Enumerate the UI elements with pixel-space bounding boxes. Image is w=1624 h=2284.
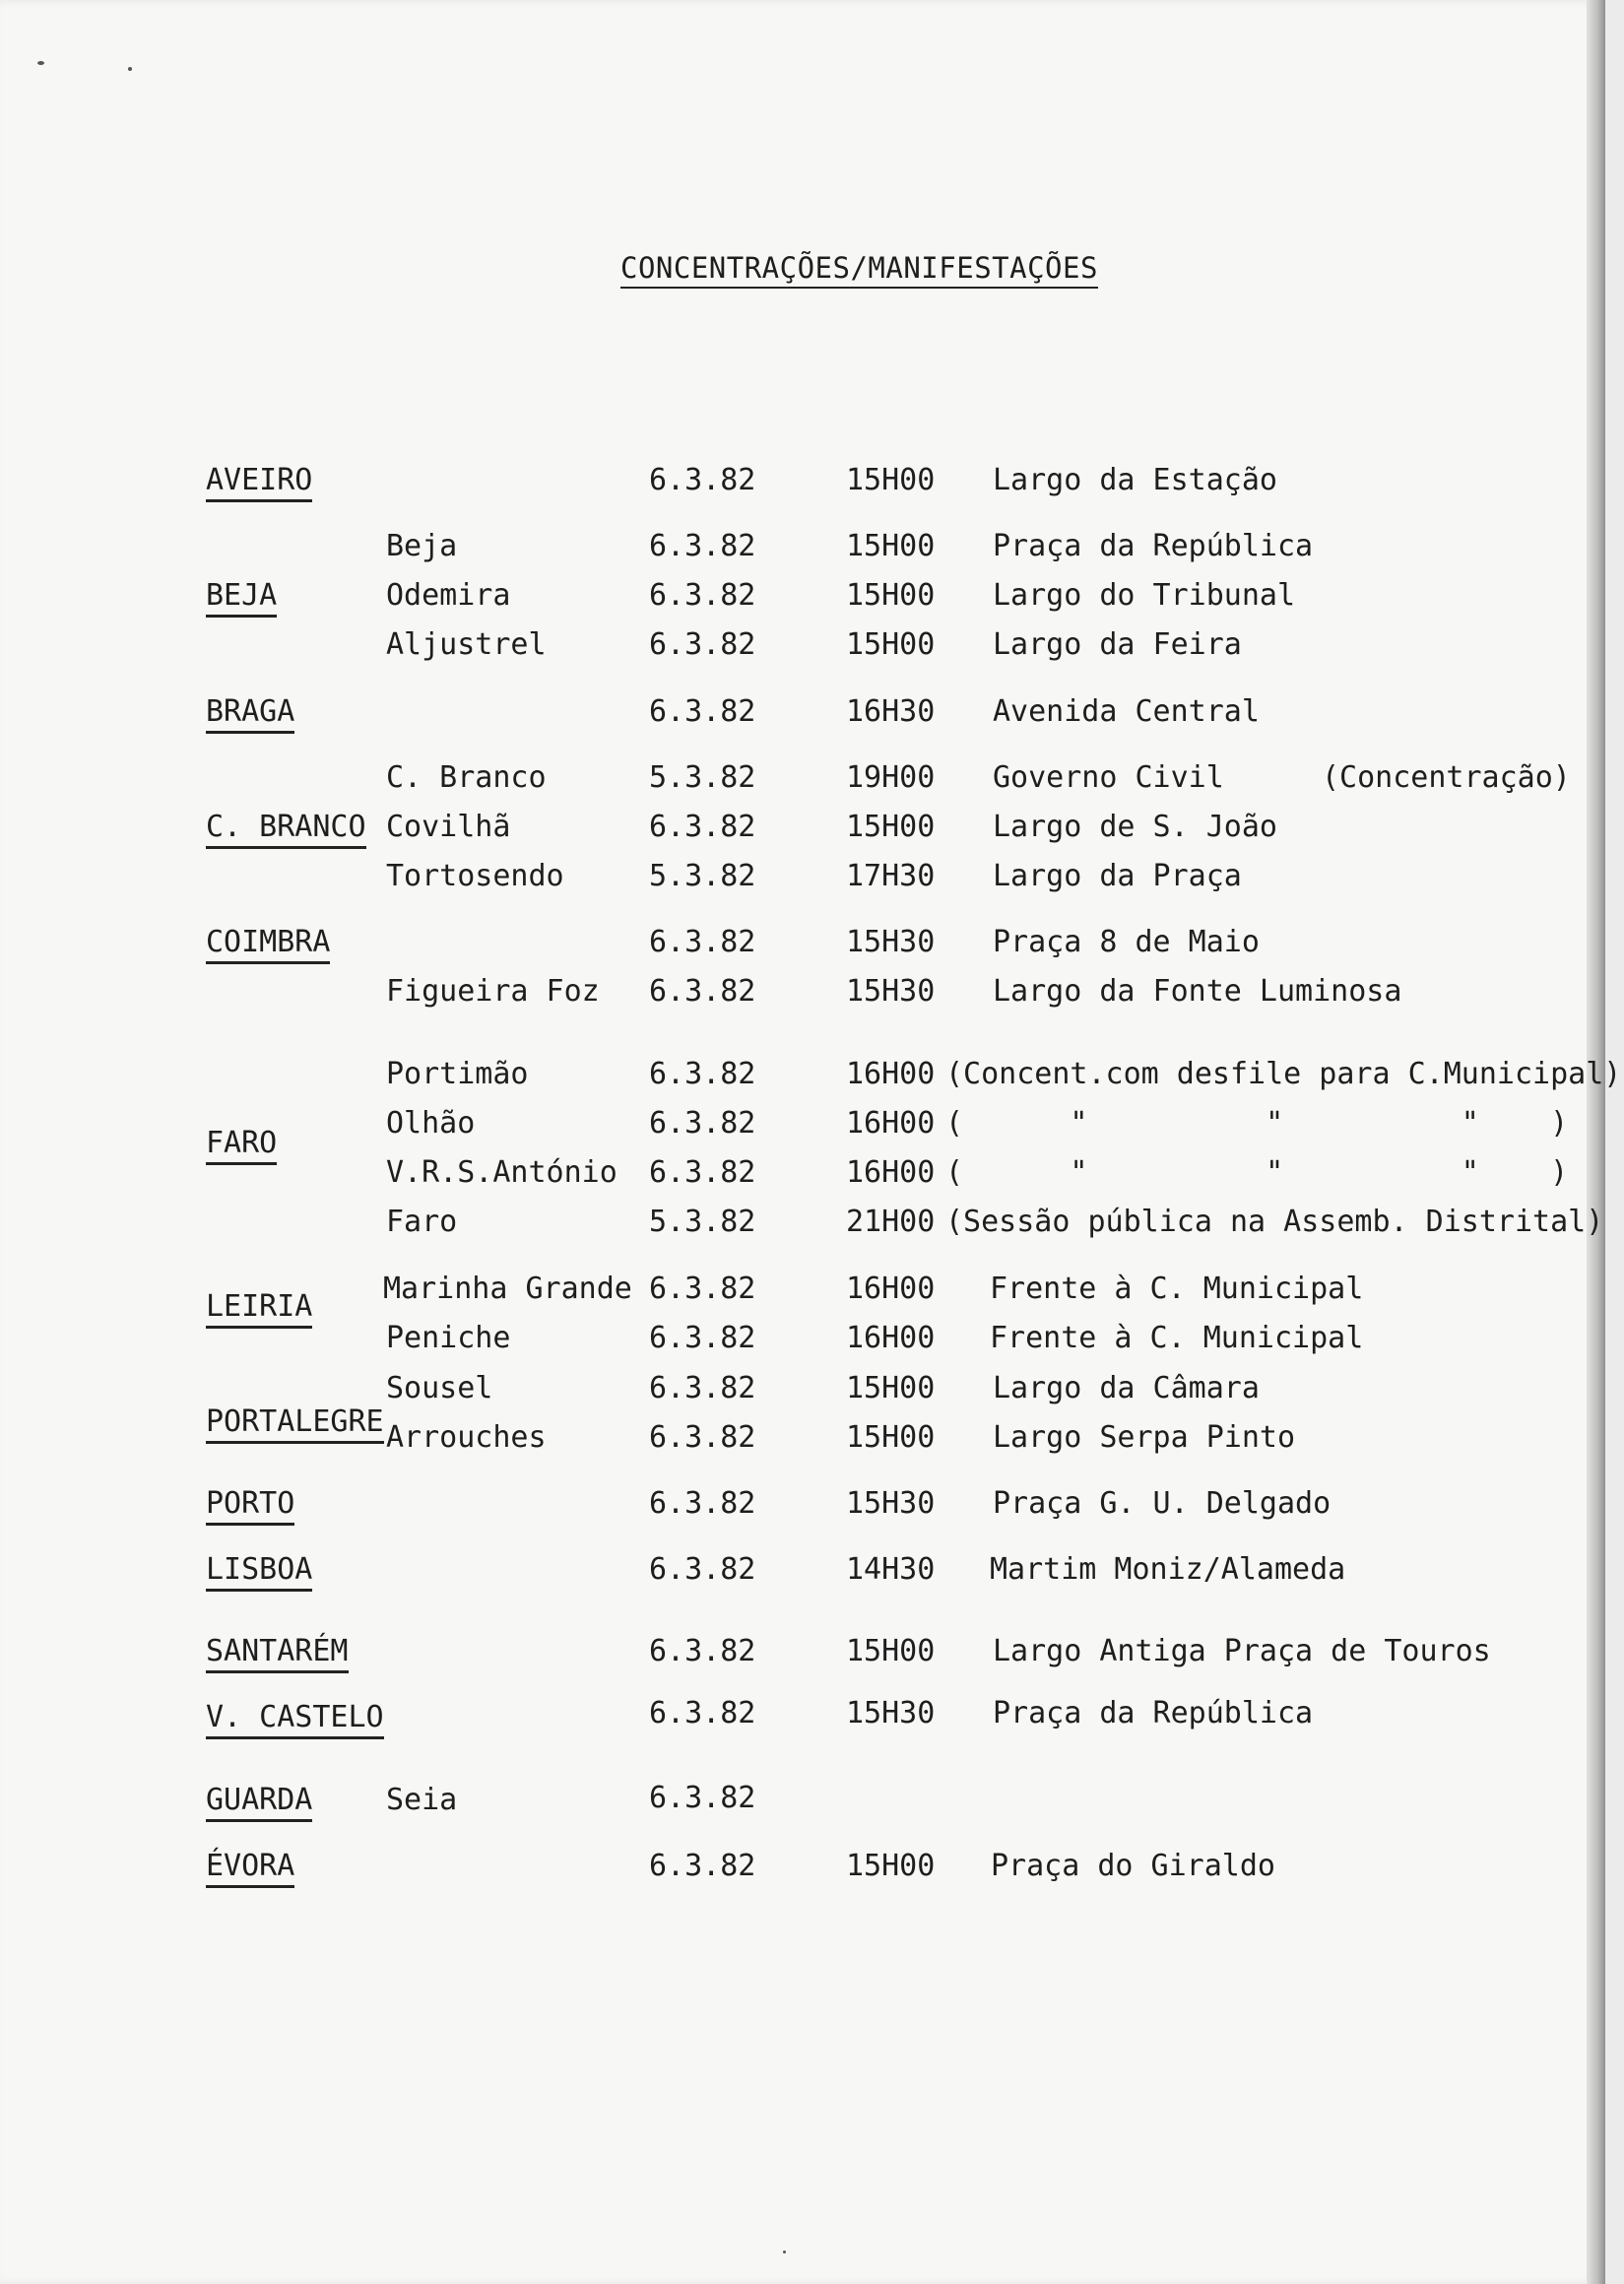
- row-date: 6.3.82: [649, 1552, 756, 1587]
- row-local: Olhão: [386, 1106, 476, 1141]
- row-time: 15H00: [846, 1371, 936, 1405]
- district-porto: PORTO: [206, 1486, 294, 1526]
- row-time: 15H00: [846, 627, 936, 662]
- row-date: 6.3.82: [649, 1696, 756, 1730]
- ink-speck: [128, 67, 132, 71]
- row-place: (Concent.com desfile para C.Municipal): [945, 1057, 1622, 1091]
- district-aveiro: AVEIRO: [206, 463, 312, 502]
- row-date: 6.3.82: [649, 810, 756, 844]
- district-portalegre: PORTALEGRE: [206, 1404, 384, 1444]
- row-time: 15H00: [846, 810, 936, 844]
- row-place: Largo da Câmara: [993, 1371, 1260, 1405]
- district-coimbra: COIMBRA: [206, 925, 330, 964]
- row-place: Largo de S. João: [993, 810, 1277, 844]
- row-time: 15H30: [846, 974, 936, 1009]
- row-place: Largo Serpa Pinto: [993, 1420, 1296, 1455]
- row-place: Avenida Central: [993, 694, 1260, 729]
- district-faro: FARO: [206, 1126, 277, 1165]
- row-time: 16H00: [846, 1155, 936, 1190]
- row-local: Figueira Foz: [386, 974, 600, 1009]
- row-place: ( " " " ): [945, 1155, 1569, 1190]
- district-c-branco: C. BRANCO: [206, 810, 366, 849]
- row-date: 6.3.82: [649, 1272, 756, 1306]
- row-date: 6.3.82: [649, 1634, 756, 1668]
- row-time: 15H30: [846, 925, 936, 959]
- row-local: Marinha Grande: [383, 1272, 632, 1306]
- row-date: 6.3.82: [649, 529, 756, 563]
- row-local: Faro: [386, 1205, 458, 1239]
- row-place: Praça da República: [993, 529, 1314, 563]
- row-date: 6.3.82: [649, 1106, 756, 1141]
- district-leiria: LEIRIA: [206, 1289, 312, 1329]
- row-place: ( " " " ): [945, 1106, 1569, 1141]
- row-place: Largo da Feira: [993, 627, 1242, 662]
- row-time: 16H00: [846, 1321, 936, 1355]
- row-place: Largo do Tribunal: [993, 578, 1296, 613]
- row-local: Beja: [386, 529, 458, 563]
- row-note: (Concentração): [1322, 760, 1571, 795]
- row-time: 16H30: [846, 694, 936, 729]
- row-date: 6.3.82: [649, 1781, 756, 1815]
- row-place: (Sessão pública na Assemb. Distrital): [945, 1205, 1604, 1239]
- row-date: 6.3.82: [649, 463, 756, 497]
- row-time: 19H00: [846, 760, 936, 795]
- row-date: 5.3.82: [649, 1205, 756, 1239]
- row-date: 5.3.82: [649, 859, 756, 893]
- row-time: 15H00: [846, 1634, 936, 1668]
- ink-speck: [37, 61, 44, 65]
- row-place: Martim Moniz/Alameda: [990, 1552, 1346, 1587]
- district-braga: BRAGA: [206, 694, 294, 734]
- row-local: V.R.S.António: [386, 1155, 617, 1190]
- row-time: 15H30: [846, 1696, 936, 1730]
- row-date: 6.3.82: [649, 1371, 756, 1405]
- row-place: Largo Antiga Praça de Touros: [993, 1634, 1491, 1668]
- district-v-castelo: V. CASTELO: [206, 1700, 384, 1739]
- row-time: 15H00: [846, 1420, 936, 1455]
- row-local: Peniche: [386, 1321, 511, 1355]
- row-local: Sousel: [386, 1371, 493, 1405]
- row-time: 16H00: [846, 1272, 936, 1306]
- row-date: 6.3.82: [649, 925, 756, 959]
- row-date: 6.3.82: [649, 974, 756, 1009]
- row-place: Praça G. U. Delgado: [993, 1486, 1332, 1521]
- row-local: Aljustrel: [386, 627, 547, 662]
- row-place: Praça 8 de Maio: [993, 925, 1260, 959]
- row-time: 16H00: [846, 1057, 936, 1091]
- row-place: Praça da República: [993, 1696, 1314, 1730]
- row-local: C. Branco: [386, 760, 547, 795]
- ink-speck: [783, 2251, 786, 2253]
- row-place: Praça do Giraldo: [991, 1849, 1275, 1883]
- row-time: 15H00: [846, 1849, 936, 1883]
- district-evora: ÉVORA: [206, 1849, 294, 1888]
- row-time: 16H00: [846, 1106, 936, 1141]
- district-lisboa: LISBOA: [206, 1552, 312, 1592]
- row-place: Largo da Estação: [993, 463, 1277, 497]
- district-beja: BEJA: [206, 578, 277, 618]
- row-time: 15H00: [846, 529, 936, 563]
- row-date: 6.3.82: [649, 1155, 756, 1190]
- row-date: 6.3.82: [649, 1057, 756, 1091]
- row-place: Largo da Praça: [993, 859, 1242, 893]
- row-date: 6.3.82: [649, 694, 756, 729]
- row-local: Tortosendo: [386, 859, 564, 893]
- row-local: Portimão: [386, 1057, 529, 1091]
- district-guarda: GUARDA: [206, 1783, 312, 1822]
- row-place: Largo da Fonte Luminosa: [993, 974, 1402, 1009]
- row-place: Frente à C. Municipal: [990, 1321, 1364, 1355]
- row-date: 6.3.82: [649, 1420, 756, 1455]
- row-local: Covilhã: [386, 810, 511, 844]
- district-santarem: SANTARÉM: [206, 1634, 349, 1673]
- row-date: 6.3.82: [649, 578, 756, 613]
- row-date: 6.3.82: [649, 1486, 756, 1521]
- row-date: 6.3.82: [649, 1849, 756, 1883]
- row-time: 21H00: [846, 1205, 936, 1239]
- row-time: 14H30: [846, 1552, 936, 1587]
- row-time: 15H30: [846, 1486, 936, 1521]
- page-edge-shadow: [1587, 0, 1605, 2284]
- row-local: Odemira: [386, 578, 511, 613]
- row-place: Governo Civil: [993, 760, 1224, 795]
- row-local: Seia: [386, 1783, 458, 1817]
- row-local: Arrouches: [386, 1420, 547, 1455]
- row-place: Frente à C. Municipal: [990, 1272, 1364, 1306]
- row-date: 5.3.82: [649, 760, 756, 795]
- row-date: 6.3.82: [649, 627, 756, 662]
- row-time: 15H00: [846, 578, 936, 613]
- page-title: CONCENTRAÇÕES/MANIFESTAÇÕES: [620, 251, 1098, 289]
- row-time: 17H30: [846, 859, 936, 893]
- row-date: 6.3.82: [649, 1321, 756, 1355]
- row-time: 15H00: [846, 463, 936, 497]
